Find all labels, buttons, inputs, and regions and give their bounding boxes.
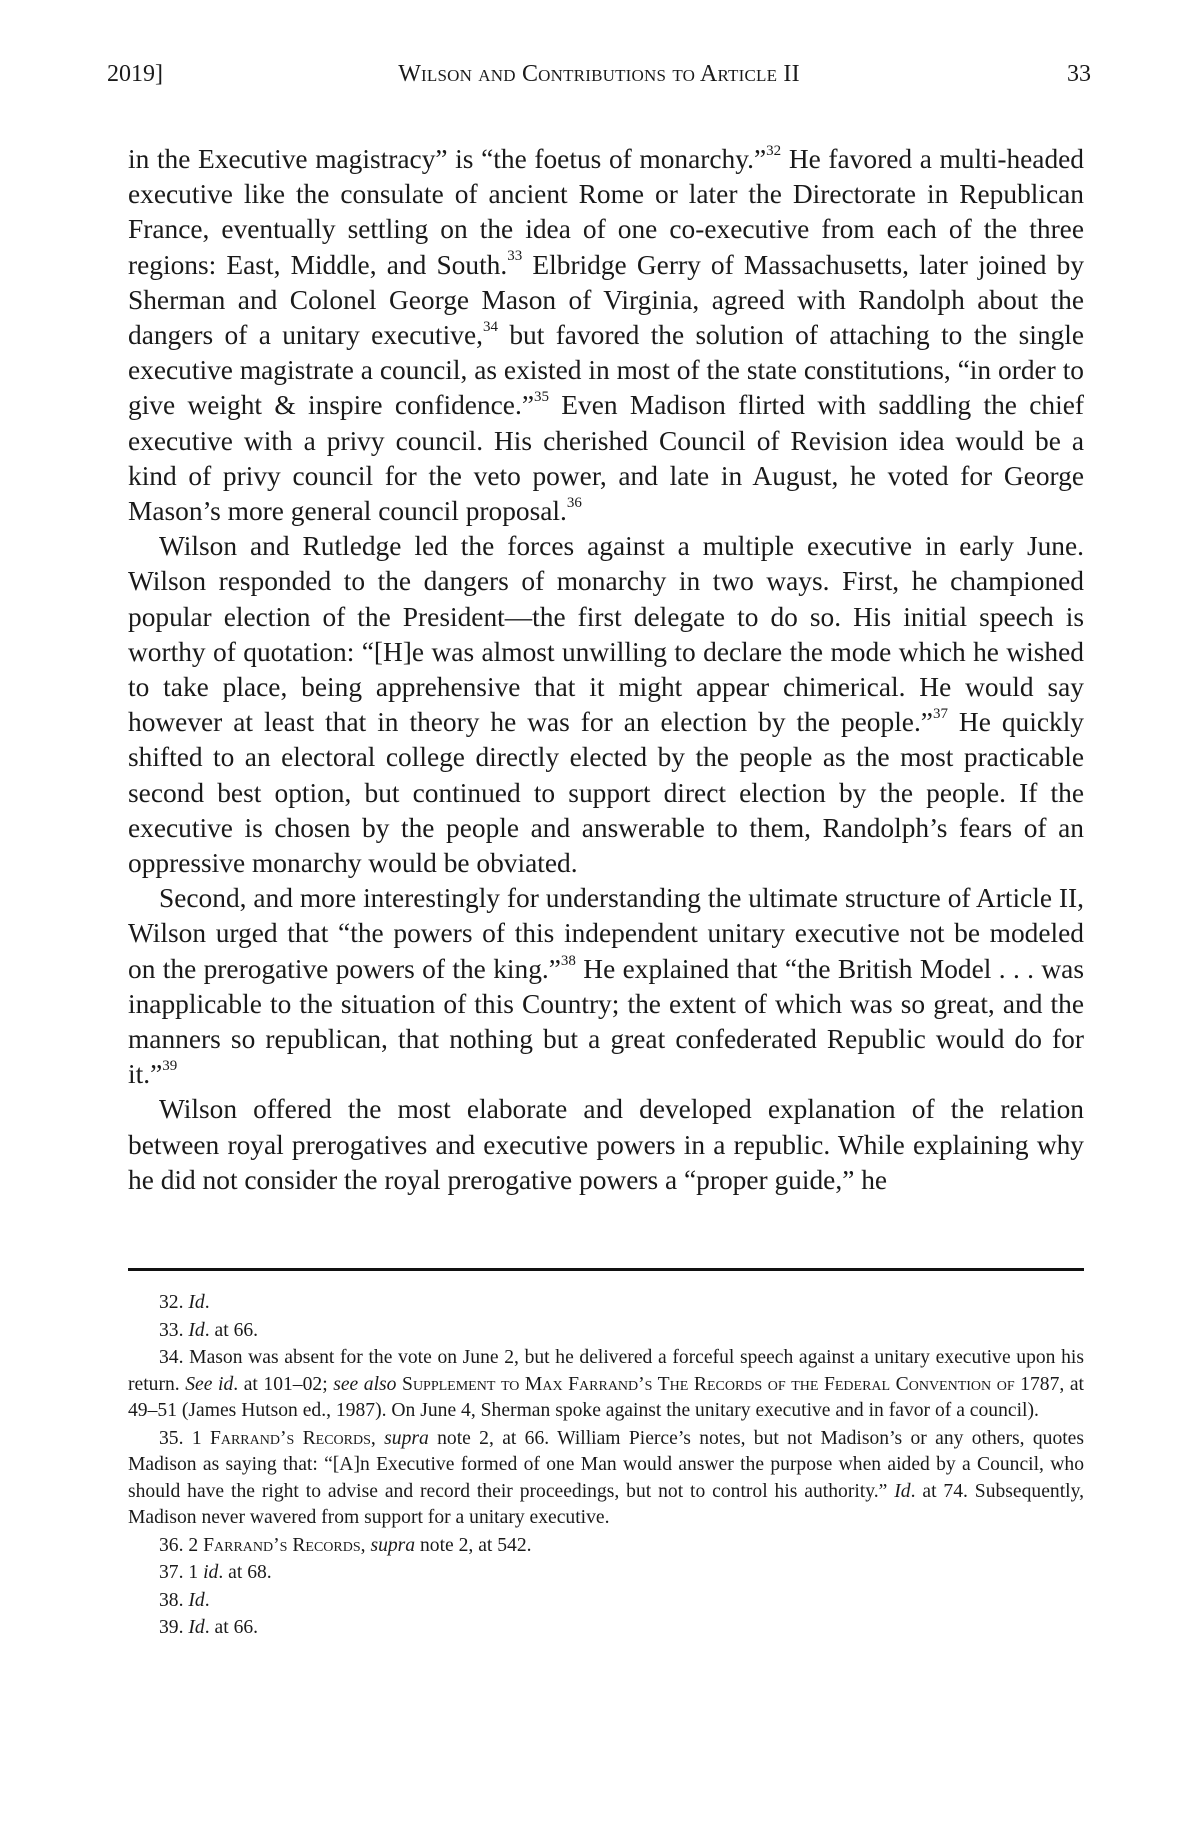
text-run: in the Executive magistracy” is “the foetus of monarchy.” [128, 144, 767, 174]
text-run: 1 [191, 1427, 210, 1449]
text-run: Farrand’s Records [203, 1534, 361, 1556]
text-run: Id [188, 1617, 205, 1638]
footnote-32 [128, 1290, 1084, 1317]
page-number: 33 [1067, 61, 1091, 87]
text-run: Elbridge Gerry of Massachusetts, later joined by Sherman and Colonel George Mason of Virginia, agreed with Randolph about the dangers of a unitary executive, [128, 249, 1085, 351]
footnote-37 [128, 1560, 1084, 1587]
paragraph-4 [128, 1092, 1084, 1198]
text-run: , [370, 1427, 385, 1449]
text-run: Id [188, 1589, 205, 1611]
text-run: He quickly shifted to an electoral college directly elected by the people as the most practicable second best option, but continued to support direct election by the people. If the executive is chosen by the people and answerable to them, Randolph’s fears of an oppressive monarchy would be obviated. [128, 707, 1084, 879]
footnote-ref-37[interactable]: 37 [932, 706, 948, 723]
text-run: Id [188, 1319, 205, 1341]
text-run: see also [333, 1373, 397, 1395]
text-run: He favored a multi-headed executive like the consulate of ancient Rome or later the Directorate in Republican France, eventually settling on the idea of one co-executive from each of the three regions: East, Middle, and South. [128, 144, 1085, 280]
text-run: . [204, 1589, 210, 1611]
text-run: . at 74. Subsequently, Madison never wavered from support for a unitary executive. [128, 1480, 1085, 1528]
text-run: Supplement to Max Farrand’s The Records of the Federal Convention of [402, 1373, 1015, 1395]
text-run: . at 101–02; [233, 1373, 334, 1395]
footnote-39 [128, 1615, 1084, 1642]
footnote-ref-34[interactable]: 34 [482, 318, 498, 335]
text-run: 2 [188, 1534, 204, 1556]
paragraph-2 [128, 529, 1084, 881]
footnote-ref-38[interactable]: 38 [560, 952, 576, 969]
footnotes [128, 1290, 1084, 1642]
text-run: Wilson offered the most elaborate and developed explanation of the relation between royal prerogatives and executive powers in a republic. While explaining why he did not consider the royal prerogative powers a “proper guide,” he [128, 1094, 1084, 1195]
footnote-number: 36. [159, 1534, 184, 1556]
text-run: He explained that “the British Model . . . was inapplicable to the situation of this Country; the extent of which was so great, and the manners so republican, that nothing but a great confederated Republic would do for it.” [128, 953, 1085, 1090]
text-run: Mason was absent for the vote on June 2, but he delivered a forceful speech against a unitary executive upon his return. [128, 1347, 1084, 1395]
footnote-divider [128, 1268, 1084, 1271]
text-run: , [360, 1534, 371, 1556]
text-run: Wilson and Rutledge led the forces against a multiple executive in early June. Wilson responded to the dangers of monarchy in two ways. First, he championed popular election of the President—the first delegate to do so. His initial speech is worthy of quotation: “[H]e was almost unwilling to declare the mode which he wished to take place, being apprehensive that it might appear chimerical. He would say however at least that in theory he was for an election by the people.” [128, 531, 1084, 738]
text-run: See id [185, 1373, 234, 1395]
text-run: . at 68. [218, 1562, 272, 1583]
footnote-ref-33[interactable]: 33 [507, 248, 523, 265]
text-run: note 2, at 66. William Pierce’s notes, but not Madison’s or any others, quotes Madison as saying that: “[A]n Executive formed of one Man would answer the purpose when aided by a Council, who should have the right to advise and record their proceedings, but not to control his authority.” [128, 1427, 1085, 1502]
footnote-38 [128, 1588, 1084, 1615]
footnote-ref-32[interactable]: 32 [766, 142, 782, 159]
text-run: 1787, at 49–51 (James Hutson ed., 1987). On June 4, Sherman spoke against the unitary executive and in favor of a council). [128, 1373, 1084, 1421]
header-year: 2019] [107, 61, 163, 87]
footnote-number: 38. [159, 1589, 184, 1611]
footnote-number: 32. [159, 1292, 184, 1313]
text-run: id [203, 1562, 219, 1583]
text-run: Even Madison flirted with saddling the chief executive with a privy council. His cherished Council of Revision idea would be a kind of privy council for the veto power, and late in August, he voted for George Mason’s more general council proposal. [128, 390, 1084, 527]
footnote-ref-39[interactable]: 39 [162, 1058, 178, 1075]
paragraph-3 [128, 881, 1084, 1092]
text-run: Id [894, 1480, 911, 1502]
footnote-35 [128, 1426, 1084, 1532]
text-run: but favored the solution of attaching to the single executive magistrate a council, as existed in most of the state constitutions, “in order to give weight & inspire confidence.” [128, 320, 1084, 421]
footnote-ref-35[interactable]: 35 [533, 389, 549, 406]
text-run: . [204, 1292, 210, 1313]
running-header [107, 56, 1091, 92]
footnote-number: 37. [159, 1562, 184, 1583]
text-run: . at 66. [204, 1617, 259, 1638]
text-run: Second, and more interestingly for understanding the ultimate structure of Article II, Wilson urged that “the powers of this independent unitary executive not be modeled on the prerogative powers of the king.” [128, 883, 1084, 984]
text-run: supra [384, 1427, 429, 1449]
footnote-ref-36[interactable]: 36 [566, 494, 582, 511]
paragraph-1 [128, 142, 1084, 529]
footnote-number: 39. [159, 1617, 184, 1638]
text-run: Id [188, 1292, 205, 1313]
text-run: . at 66. [204, 1319, 259, 1341]
text-run: supra [370, 1534, 416, 1556]
footnote-34 [128, 1345, 1084, 1425]
footnote-number: 34. [159, 1347, 184, 1368]
text-run: 1 [188, 1562, 204, 1583]
footnote-33 [128, 1318, 1084, 1345]
main-text [128, 142, 1084, 1198]
text-run: note 2, at 542. [415, 1534, 532, 1556]
footnote-number: 33. [159, 1319, 184, 1341]
header-title: Wilson and Contributions to Article II [398, 61, 800, 87]
footnote-36 [128, 1533, 1084, 1560]
footnote-number: 35. [159, 1427, 184, 1449]
text-run: Farrand’s Records [209, 1427, 371, 1449]
